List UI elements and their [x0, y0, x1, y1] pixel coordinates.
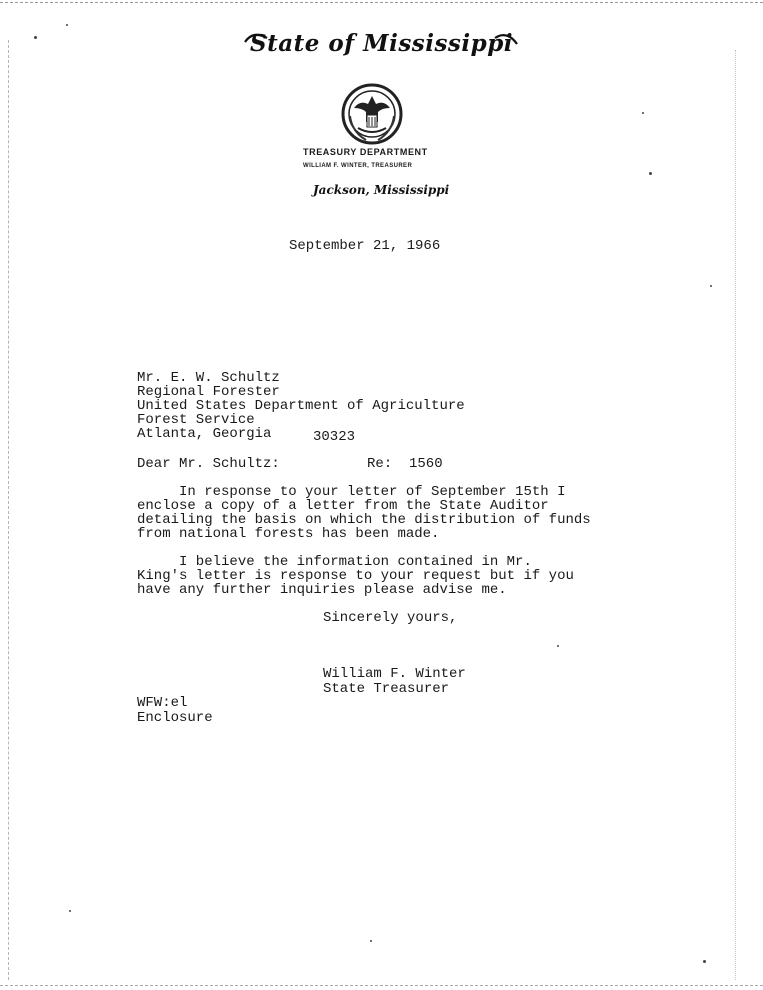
scan-speck — [703, 960, 706, 963]
reference-initials: WFW:el — [137, 695, 188, 711]
paragraph-line: King's letter is response to your request but if you — [137, 568, 574, 584]
signature-block — [323, 667, 466, 697]
reference-number: Re: 1560 — [367, 456, 443, 472]
scan-edge-left — [8, 40, 9, 980]
letterhead-city: Jackson, Mississippi — [313, 183, 450, 197]
paragraph-line: enclose a copy of a letter from the State Auditor — [137, 498, 549, 514]
paragraph-line: In response to your letter of September 15th I — [137, 484, 566, 500]
recipient-title: Regional Forester — [137, 384, 280, 400]
signatory-name: William F. Winter — [323, 666, 466, 682]
scan-speck — [649, 172, 652, 175]
closing: Sincerely yours, — [323, 610, 458, 626]
reference-block — [137, 696, 213, 726]
scan-edge-top — [0, 2, 763, 3]
recipient-address — [137, 371, 465, 441]
enclosure-note: Enclosure — [137, 710, 213, 726]
letter-date: September 21, 1966 — [289, 238, 441, 254]
scan-speck — [370, 940, 372, 942]
scan-speck — [69, 910, 71, 912]
scan-speck — [642, 112, 644, 114]
scan-edge-bottom — [0, 985, 763, 986]
state-seal-icon — [340, 82, 404, 146]
body-paragraph-2 — [137, 555, 607, 597]
recipient-division: Forest Service — [137, 412, 255, 428]
treasurer-line: WILLIAM F. WINTER, TREASURER — [303, 163, 413, 169]
recipient-city-state: Atlanta, Georgia — [137, 426, 272, 442]
recipient-zip: 30323 — [313, 429, 356, 445]
scan-speck — [710, 285, 712, 287]
recipient-name: Mr. E. W. Schultz — [137, 370, 280, 386]
recipient-organization: United States Department of Agriculture — [137, 398, 465, 414]
paragraph-line: from national forests has been made. — [137, 526, 440, 542]
salutation: Dear Mr. Schultz: — [137, 456, 280, 472]
scan-speck — [557, 645, 559, 647]
scan-speck — [66, 24, 68, 26]
paragraph-line: detailing the basis on which the distribution of funds — [137, 512, 591, 528]
state-title: State of Mississippi — [250, 30, 514, 57]
body-paragraph-1 — [137, 485, 607, 541]
department-name: TREASURY DEPARTMENT — [303, 147, 428, 157]
scan-edge-right — [735, 50, 736, 980]
paragraph-line: I believe the information contained in Mr. — [137, 554, 532, 570]
scan-speck — [34, 36, 37, 39]
signatory-title: State Treasurer — [323, 681, 450, 697]
paragraph-line: have any further inquiries please advise me. — [137, 582, 507, 598]
